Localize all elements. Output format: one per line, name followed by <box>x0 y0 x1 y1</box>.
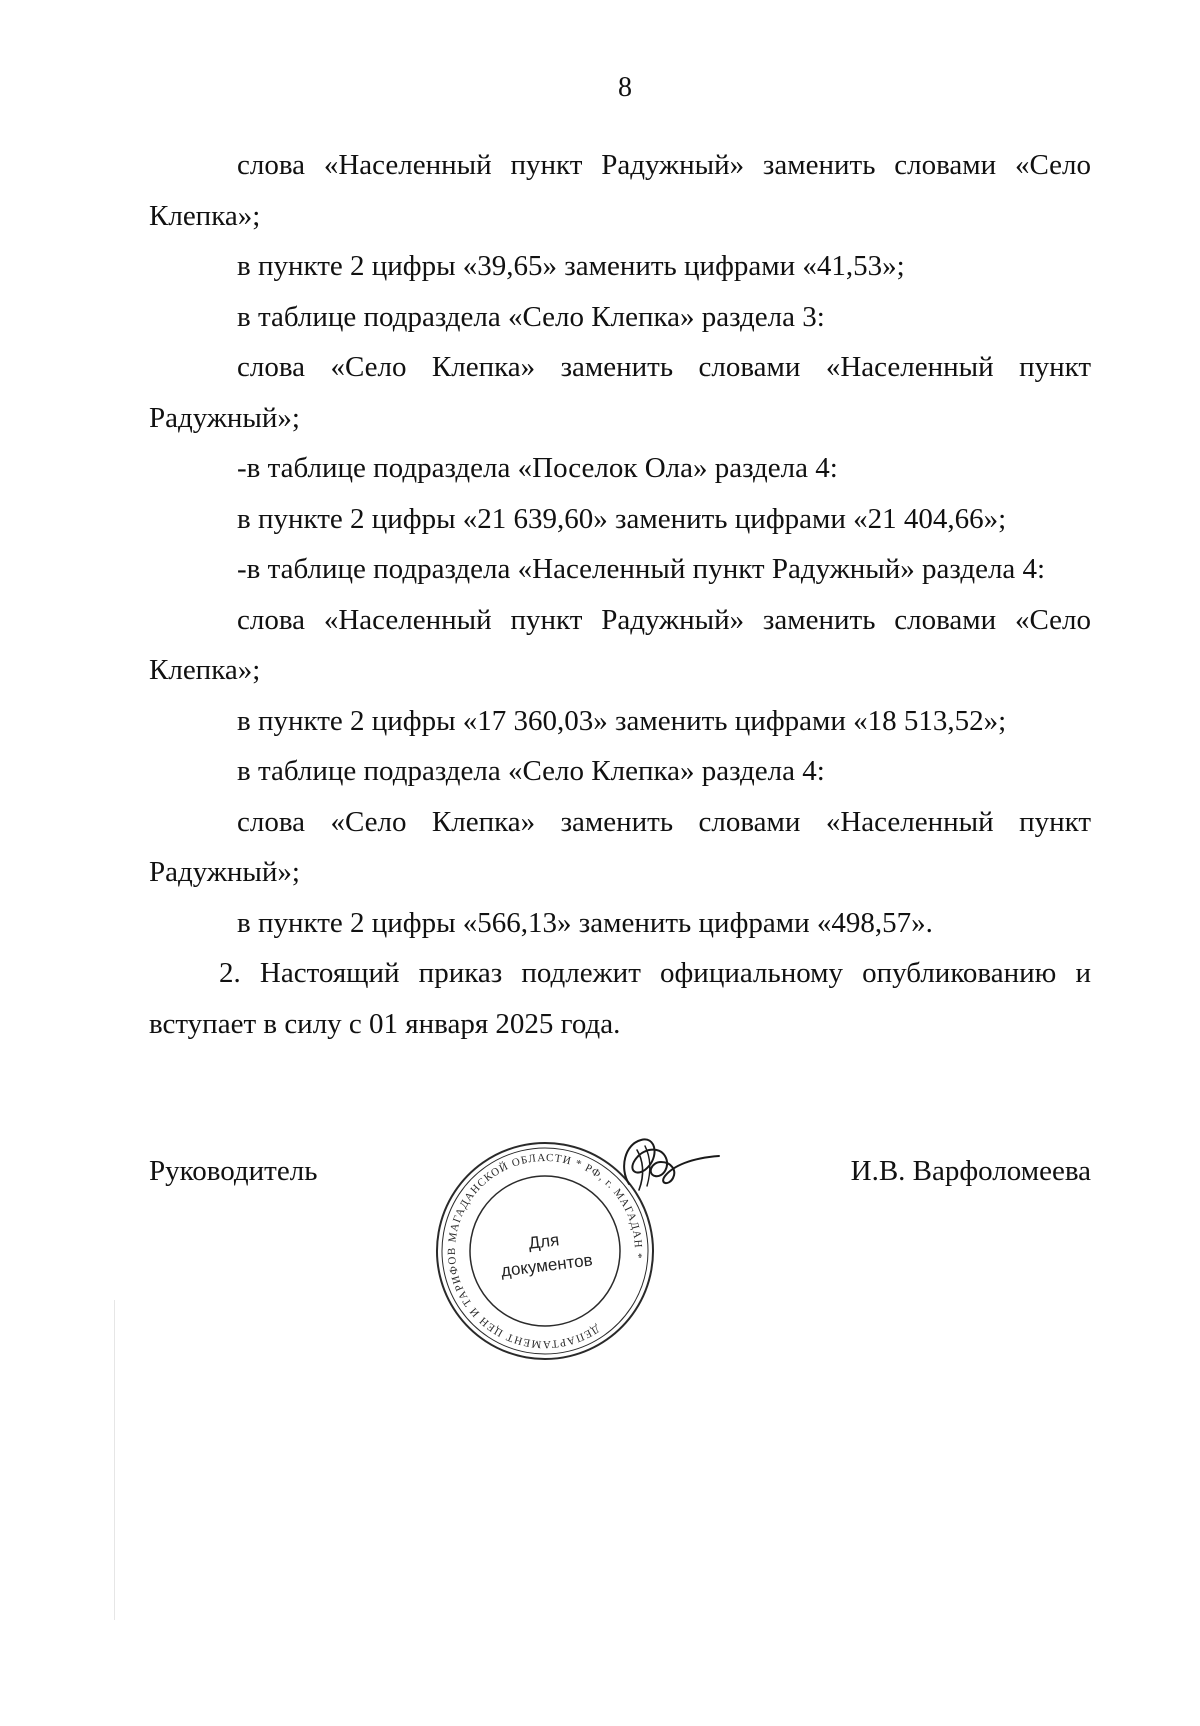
document-body <box>149 140 1091 1049</box>
paragraph: в пункте 2 цифры «17 360,03» заменить цифрами «18 513,52»; <box>237 704 1007 737</box>
paragraph: -в таблице подраздела «Поселок Ола» раздела 4: <box>237 452 838 484</box>
paragraph: в пункте 2 цифры «566,13» заменить цифрами «498,57». <box>237 906 933 939</box>
seal-center-line-1: Для <box>527 1230 561 1253</box>
seal-ring-text-path: ДЕПАРТАМЕНТ ЦЕН И ТАРИФОВ МАГАДАНСКОЙ ОБЛАСТИ * РФ, г. МАГАДАН * <box>445 1151 645 1351</box>
paragraph: в таблице подраздела «Село Клепка» раздела 3: <box>237 300 825 333</box>
scan-margin-line <box>114 1300 115 1620</box>
signatory-name: И.В. Варфоломеева <box>850 1155 1091 1187</box>
paragraph: в пункте 2 цифры «39,65» заменить цифрами «41,53»; <box>237 250 905 282</box>
paragraph: слова «Населенный пункт Радужный» заменить словами «Село Клепка»; <box>149 149 1091 232</box>
signatory-title: Руководитель <box>149 1155 318 1187</box>
paragraph: слова «Село Клепка» заменить словами «Населенный пункт Радужный»; <box>149 805 1091 888</box>
handwritten-signature <box>615 1132 725 1202</box>
final-clause-paragraph: 2. Настоящий приказ подлежит официальному опубликованию и вступает в силу с 01 января 2025 года. <box>149 957 1091 1040</box>
paragraph: в таблице подраздела «Село Клепка» раздела 4: <box>237 755 825 787</box>
page-number: 8 <box>618 72 632 103</box>
paragraph: слова «Село Клепка» заменить словами «Населенный пункт Радужный»; <box>149 351 1091 434</box>
paragraph: слова «Населенный пункт Радужный» заменить словами «Село Клепка»; <box>149 603 1091 686</box>
seal-center-line-2: документов <box>499 1250 594 1281</box>
paragraph: -в таблице подраздела «Населенный пункт Радужный» раздела 4: <box>237 553 1046 585</box>
paragraph: в пункте 2 цифры «21 639,60» заменить цифрами «21 404,66»; <box>237 502 1007 535</box>
